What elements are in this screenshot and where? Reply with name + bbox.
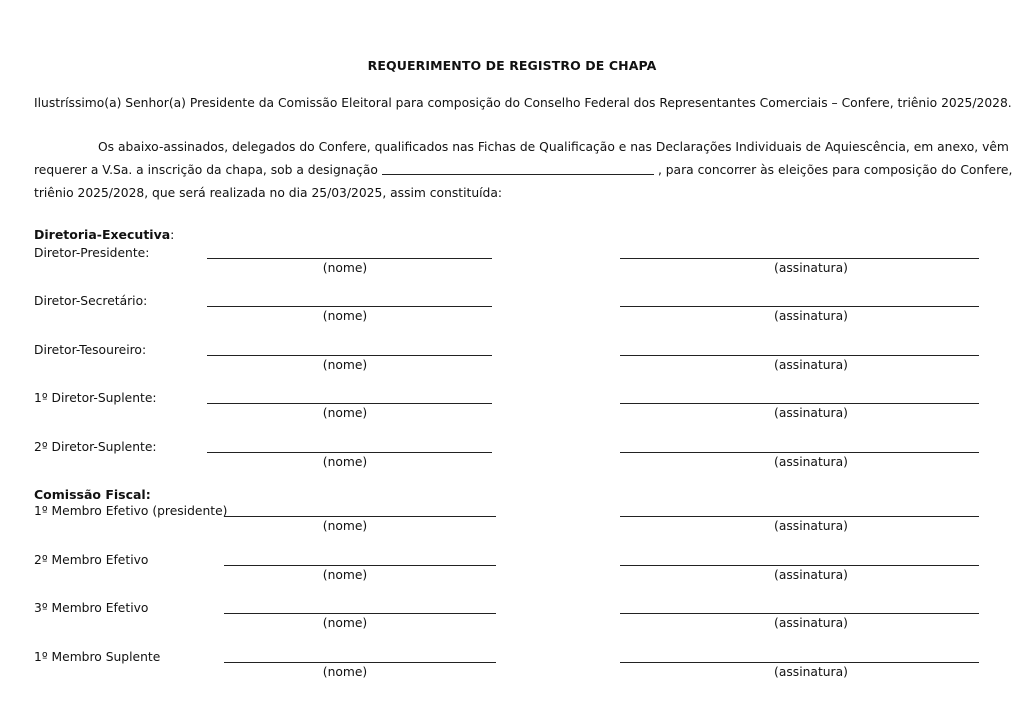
diretoria-heading-colon: : bbox=[170, 227, 175, 242]
signature-caption: (assinatura) bbox=[774, 455, 848, 469]
signature-caption: (assinatura) bbox=[774, 568, 848, 582]
name-caption: (nome) bbox=[322, 616, 368, 630]
name-line-2-membro-efetivo[interactable] bbox=[224, 565, 496, 566]
paragraph-line-1: Os abaixo-assinados, delegados do Confere, qualificados nas Fichas de Qualificação e nas Declarações Individuais de Aquiescência, em anexo, vêm bbox=[98, 140, 1009, 154]
name-caption: (nome) bbox=[322, 455, 368, 469]
role-1-diretor-suplente: 1º Diretor-Suplente: bbox=[34, 391, 157, 405]
signature-caption: (assinatura) bbox=[774, 406, 848, 420]
signature-line-diretor-tesoureiro[interactable] bbox=[620, 355, 979, 356]
paragraph-line-3: triênio 2025/2028, que será realizada no dia 25/03/2025, assim constituída: bbox=[34, 186, 503, 200]
role-3-membro-efetivo: 3º Membro Efetivo bbox=[34, 601, 149, 615]
paragraph-line-2-start: requerer a V.Sa. a inscrição da chapa, sob a designação bbox=[34, 163, 378, 177]
signature-line-diretor-presidente[interactable] bbox=[620, 258, 979, 259]
diretoria-executiva-heading bbox=[34, 227, 174, 242]
signature-line-2-membro-efetivo[interactable] bbox=[620, 565, 979, 566]
name-line-1-membro-efetivo[interactable] bbox=[224, 516, 496, 517]
document-title: REQUERIMENTO DE REGISTRO DE CHAPA bbox=[367, 58, 657, 73]
signature-caption: (assinatura) bbox=[774, 665, 848, 679]
signature-line-1-membro-suplente[interactable] bbox=[620, 662, 979, 663]
name-line-2-diretor-suplente[interactable] bbox=[207, 452, 492, 453]
name-line-diretor-secretario[interactable] bbox=[207, 306, 492, 307]
diretoria-heading-text: Diretoria-Executiva bbox=[34, 227, 171, 242]
name-line-3-membro-efetivo[interactable] bbox=[224, 613, 496, 614]
chapa-designation-blank[interactable] bbox=[382, 162, 654, 175]
paragraph-line-2-end: , para concorrer às eleições para composição do Confere, bbox=[657, 163, 1013, 177]
name-caption: (nome) bbox=[322, 261, 368, 275]
name-line-diretor-tesoureiro[interactable] bbox=[207, 355, 492, 356]
signature-line-1-diretor-suplente[interactable] bbox=[620, 403, 979, 404]
paragraph-line-2 bbox=[34, 159, 1013, 182]
role-2-diretor-suplente: 2º Diretor-Suplente: bbox=[34, 440, 157, 454]
name-caption: (nome) bbox=[322, 406, 368, 420]
signature-line-2-diretor-suplente[interactable] bbox=[620, 452, 979, 453]
signature-caption: (assinatura) bbox=[774, 616, 848, 630]
signature-line-1-membro-efetivo[interactable] bbox=[620, 516, 979, 517]
role-diretor-presidente: Diretor-Presidente: bbox=[34, 246, 150, 260]
comissao-fiscal-heading: Comissão Fiscal: bbox=[34, 487, 151, 502]
role-2-membro-efetivo: 2º Membro Efetivo bbox=[34, 553, 149, 567]
name-line-diretor-presidente[interactable] bbox=[207, 258, 492, 259]
name-caption: (nome) bbox=[322, 358, 368, 372]
name-line-1-membro-suplente[interactable] bbox=[224, 662, 496, 663]
role-diretor-tesoureiro: Diretor-Tesoureiro: bbox=[34, 343, 147, 357]
signature-caption: (assinatura) bbox=[774, 261, 848, 275]
name-caption: (nome) bbox=[322, 309, 368, 323]
signature-line-diretor-secretario[interactable] bbox=[620, 306, 979, 307]
signature-line-3-membro-efetivo[interactable] bbox=[620, 613, 979, 614]
signature-caption: (assinatura) bbox=[774, 358, 848, 372]
name-line-1-diretor-suplente[interactable] bbox=[207, 403, 492, 404]
name-caption: (nome) bbox=[322, 519, 368, 533]
role-1-membro-suplente: 1º Membro Suplente bbox=[34, 650, 161, 664]
role-diretor-secretario: Diretor-Secretário: bbox=[34, 294, 148, 308]
name-caption: (nome) bbox=[322, 568, 368, 582]
name-caption: (nome) bbox=[322, 665, 368, 679]
signature-caption: (assinatura) bbox=[774, 309, 848, 323]
signature-caption: (assinatura) bbox=[774, 519, 848, 533]
salutation-text: Ilustríssimo(a) Senhor(a) Presidente da Comissão Eleitoral para composição do Conselho Federal dos Representantes Comerciais – Confere, triênio 2025/2028. bbox=[34, 96, 1012, 110]
role-1-membro-efetivo: 1º Membro Efetivo (presidente) bbox=[34, 504, 228, 518]
